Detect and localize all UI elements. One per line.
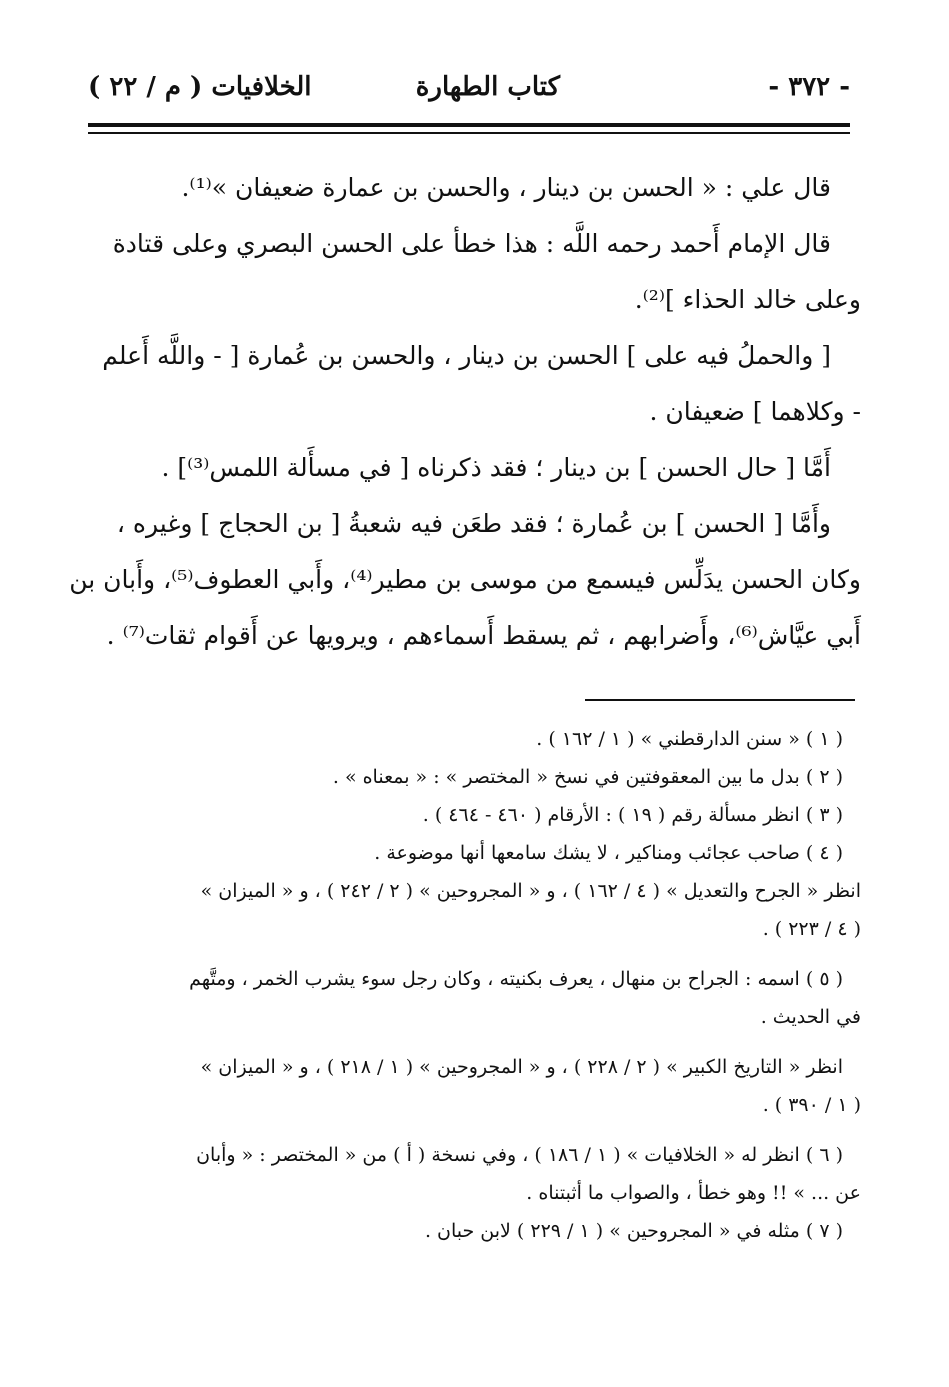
footnote-line: ( ٤ ) صاحب عجائب ومناكير ، لا يشك سامعها أنها موضوعة . (374, 842, 843, 864)
body-line: قال علي : « الحسن بن دينار ، والحسن بن عمارة ضعيفان »⁽¹⁾. (181, 173, 831, 202)
series-volume: الخلافيات ( م / ٢٢ ) (88, 72, 312, 102)
footnote-line: في الحديث . (760, 1006, 861, 1028)
page-number: - ٣٧٢ - (768, 72, 850, 102)
footnote-separator (585, 699, 855, 701)
footnote-line: انظر « الجرح والتعديل » ( ٤ / ١٦٢ ) ، و « المجروحين » ( ٢ / ٢٤٢ ) ، و « الميزان » (200, 880, 861, 902)
footnote-line: ( ٧ ) مثله في « المجروحين » ( ١ / ٢٢٩ ) لابن حبان . (424, 1220, 843, 1242)
footnote-line: ( ٢ ) بدل ما بين المعقوفتين في نسخ « المختصر » : « بمعناه » . (332, 766, 843, 788)
body-line: [ والحملُ فيه على ] الحسن بن دينار ، والحسن بن عُمارة [ - واللَّه أَعلم (102, 341, 831, 370)
body-line: وكان الحسن يدَلِّس فيسمع من موسى بن مطير⁽⁴⁾، وأَبي العطوف⁽⁵⁾، وأَبان بن (69, 565, 861, 594)
footnote-line: ( ٦ ) انظر له « الخلافيات » ( ١ / ١٨٦ ) ، وفي نسخة ( أ ) من « المختصر : « وأبان (196, 1144, 843, 1166)
body-line: - وكلاهما ] ضعيفان . (649, 397, 861, 426)
body-line: أَبي عيَّاش⁽⁶⁾، وأَضرابهم ، ثم يسقط أَسماءهم ، ويرويها عن أَقوام ثقات⁽⁷⁾ . (106, 621, 861, 650)
header-rule-thin (88, 132, 850, 134)
main-text (69, 160, 861, 664)
footnote-line: ( ١ / ٣٩٠ ) . (762, 1094, 861, 1116)
running-header (88, 72, 850, 122)
footnote-line: ( ١ ) « سنن الدارقطني » ( ١ / ١٦٢ ) . (536, 728, 843, 750)
footnotes (86, 720, 861, 1250)
body-line: وعلى خالد الحذاء ]⁽²⁾. (634, 285, 861, 314)
footnote-line: عن ... » !! وهو خطأ ، والصواب ما أثبتناه . (526, 1182, 861, 1204)
body-line: قال الإمام أَحمد رحمه اللَّه : هذا خطأ على الحسن البصري وعلى قتادة (112, 229, 831, 258)
book-title: كتاب الطهارة (415, 72, 560, 102)
body-line: وأَمَّا [ الحسن ] بن عُمارة ؛ فقد طعَن فيه شعبةُ [ بن الحجاج ] وغيره ، (116, 509, 831, 538)
footnote-line: ( ٣ ) انظر مسألة رقم ( ١٩ ) : الأرقام ( ٤٦٠ - ٤٦٤ ) . (422, 804, 843, 826)
footnote-line: ( ٥ ) اسمه : الجراح بن منهال ، يعرف بكنيته ، وكان رجل سوء يشرب الخمر ، ومتَّهم (189, 968, 843, 990)
body-line: أَمَّا [ حال الحسن ] بن دينار ؛ فقد ذكرناه [ في مسأَلة اللمس⁽³⁾] . (161, 453, 831, 482)
footnote-line: انظر « التاريخ الكبير » ( ٢ / ٢٢٨ ) ، و « المجروحين » ( ١ / ٢١٨ ) ، و « الميزان » (200, 1056, 843, 1078)
header-rule-thick (88, 123, 850, 127)
footnote-line: ( ٤ / ٢٢٣ ) . (762, 918, 861, 940)
